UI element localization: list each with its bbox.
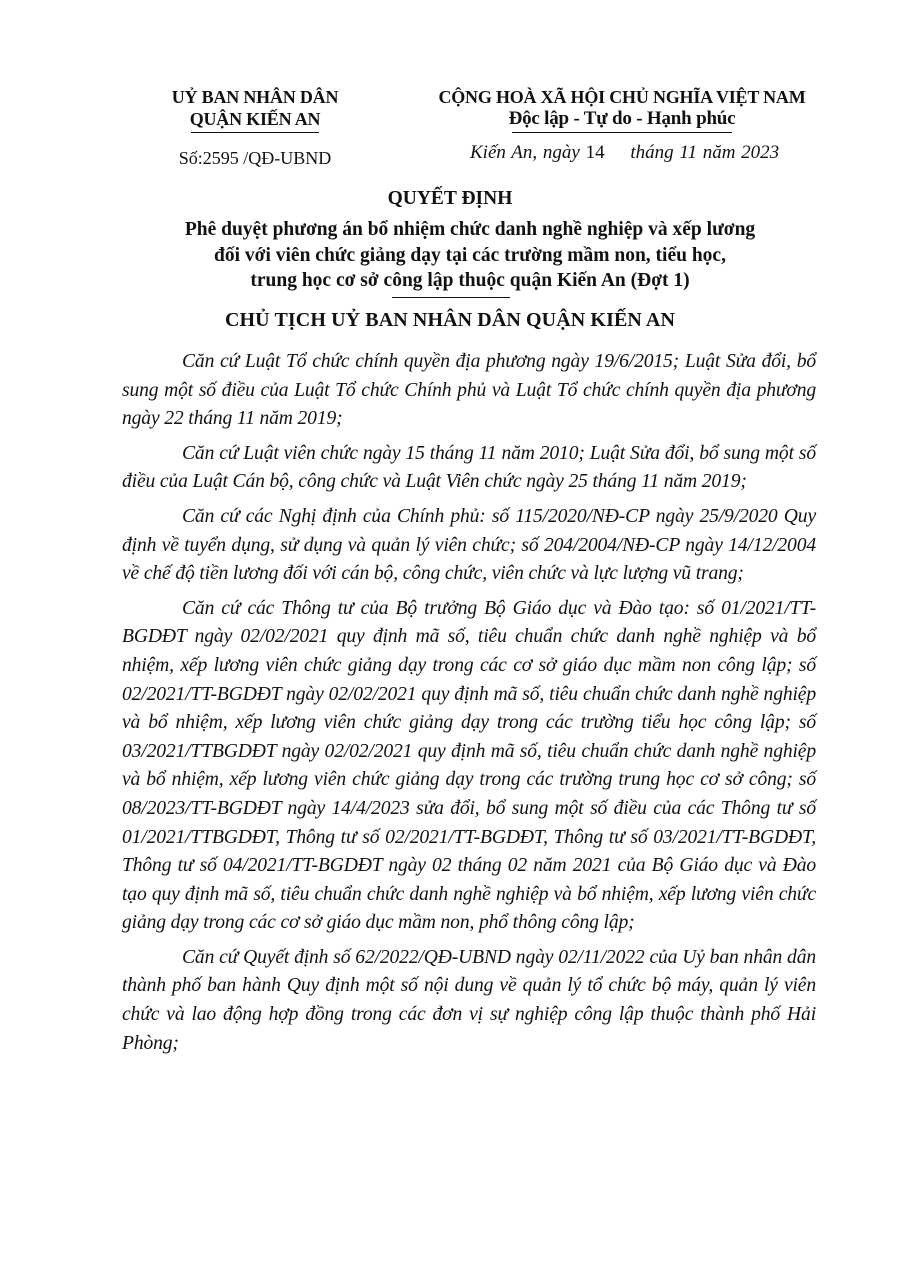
document-date (470, 142, 779, 164)
date-day: 14 (585, 142, 605, 163)
subject-underline (392, 297, 510, 298)
issuing-authority: CHỦ TỊCH UỶ BAN NHÂN DÂN QUẬN KIẾN AN (224, 309, 676, 331)
legal-basis-paragraph: Căn cứ các Nghị định của Chính phủ: số 115/2020/NĐ-CP ngày 25/9/2020 Quy định về tuyển dụng, sử dụng và quản lý viên chức; số 204/2004/NĐ-CP ngày 14/12/2004 về chế độ tiền lương đối với cán bộ, công chức, viên chức và lực lượng vũ trang; (122, 505, 816, 585)
date-place: Kiến An, ngày (470, 142, 580, 163)
issuing-agency-block (140, 86, 370, 133)
subject-line: đối với viên chức giảng dạy tại các trường mầm non, tiểu học, (214, 244, 726, 266)
agency-district: QUẬN KIẾN AN (189, 109, 321, 129)
agency-underline (191, 132, 319, 133)
agency-name: UỶ BAN NHÂN DÂN (171, 87, 339, 107)
legal-basis-paragraph: Căn cứ Quyết định số 62/2022/QĐ-UBND ngày 02/11/2022 của Uỷ ban nhân dân thành phố ban hành Quy định một số nội dung về quản lý tổ chức bộ máy, quản lý viên chức và lao động hợp đồng trong các đơn vị sự nghiệp công lập thuộc thành phố Hải Phòng; (122, 946, 816, 1054)
document-number: Số:2595 /QĐ-UBND (178, 148, 332, 168)
subject-line: Phê duyệt phương án bổ nhiệm chức danh nghề nghiệp và xếp lương (184, 219, 756, 240)
legal-basis (122, 348, 816, 1064)
legal-basis-paragraph: Căn cứ Luật viên chức ngày 15 tháng 11 năm 2010; Luật Sửa đổi, bổ sung một số điều của Luật Cán bộ, công chức và Luật Viên chức ngày 25 tháng 11 năm 2019; (122, 442, 816, 493)
national-motto: Độc lập - Tự do - Hạnh phúc (508, 108, 736, 129)
national-motto-block (412, 86, 832, 133)
country-name: CỘNG HOÀ XÃ HỘI CHỦ NGHĨA VIỆT NAM (438, 87, 806, 107)
subject-line: trung học cơ sở công lập thuộc quận Kiến An (Đợt 1) (250, 270, 690, 291)
document-subject (150, 217, 790, 294)
document-title: QUYẾT ĐỊNH (387, 188, 513, 209)
legal-basis-paragraph: Căn cứ Luật Tổ chức chính quyền địa phương ngày 19/6/2015; Luật Sửa đổi, bổ sung một số điều của Luật Tổ chức Chính phủ và Luật Tổ chức chính quyền địa phương ngày 22 tháng 11 năm 2019; (122, 351, 816, 430)
date-month-year: tháng 11 năm 2023 (630, 142, 780, 163)
motto-underline (512, 132, 732, 133)
legal-basis-paragraph: Căn cứ các Thông tư của Bộ trưởng Bộ Giáo dục và Đào tạo: số 01/2021/TT-BGDĐT ngày 02/02/2021 quy định mã số, tiêu chuẩn chức danh nghề nghiệp và bổ nhiệm, xếp lương viên chức giảng dạy trong các cơ sở giáo dục mầm non công lập; số 02/2021/TT-BGDĐT ngày 02/02/2021 quy định mã số, tiêu chuẩn chức danh nghề nghiệp và bổ nhiệm, xếp lương viên chức giảng dạy trong các trường tiểu học công lập; số 03/2021/TTBGDĐT ngày 02/02/2021 quy định mã số, tiêu chuẩn chức danh nghề nghiệp và bổ nhiệm, xếp lương viên chức giảng dạy trong các trường trung học cơ sở công; số 08/2023/TT-BGDĐT ngày 14/4/2023 sửa đổi, bổ sung một số điều của các Thông tư số 01/2021/TTBGDĐT, Thông tư số 02/2021/TT-BGDĐT, Thông tư số 03/2021/TT-BGDĐT, Thông tư số 04/2021/TT-BGDĐT ngày 02 tháng 02 năm 2021 của Bộ Giáo dục và Đào tạo quy định mã số, tiêu chuẩn chức danh nghề nghiệp và bổ nhiệm, xếp lương viên chức giảng dạy trong các cơ sở giáo dục mầm non, phổ thông công lập; (122, 597, 816, 934)
